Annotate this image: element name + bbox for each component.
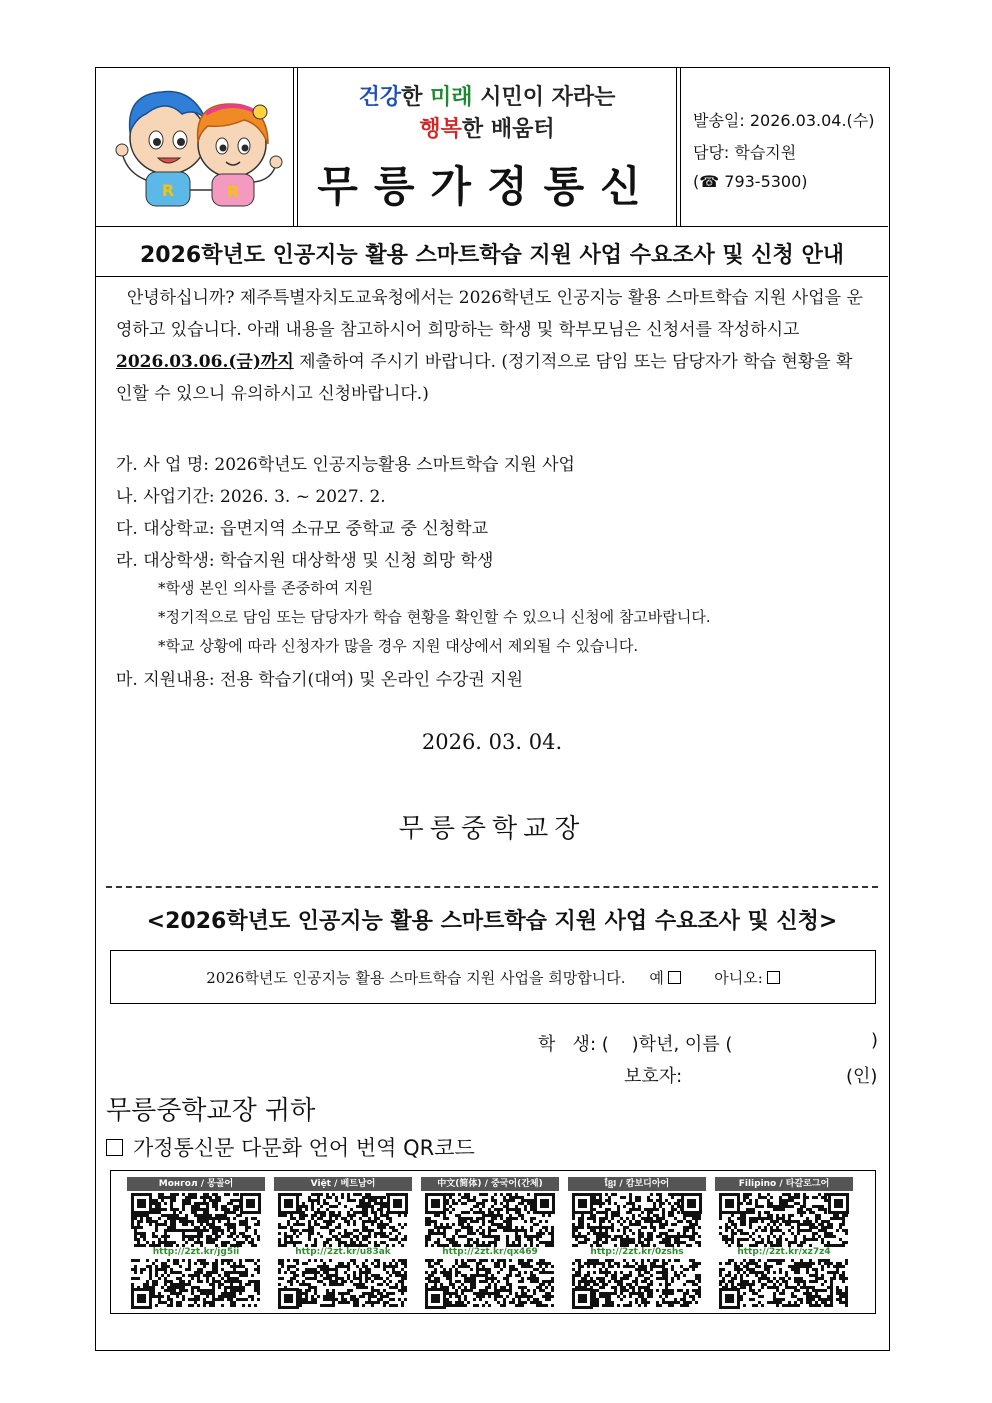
qr-card[interactable]	[715, 1177, 853, 1309]
slogan-word-happiness: 행복	[419, 117, 462, 142]
qr-code-icon	[425, 1259, 555, 1309]
svg-text:R: R	[226, 182, 240, 201]
qr-card[interactable]	[568, 1177, 706, 1309]
qr-code-icon	[131, 1193, 261, 1247]
notice-title-bar	[96, 226, 888, 277]
qr-url: http://2zt.kr/u83ak	[295, 1247, 391, 1257]
no-checkbox[interactable]	[767, 971, 780, 984]
qr-url: http://2zt.kr/jg5ii	[152, 1247, 240, 1257]
slogan-word-future: 미래	[430, 85, 473, 110]
qr-code-icon	[719, 1193, 849, 1247]
slogan-text: 한	[401, 85, 431, 110]
guardian-label: 보호자:	[624, 1066, 683, 1087]
sent-date: 발송일: 2026.03.04.(수)	[693, 111, 875, 130]
two-children-mascot-icon	[96, 68, 292, 224]
qr-code-icon	[425, 1193, 555, 1247]
detail-note: *정기적으로 담임 또는 담당자가 학습 현황을 확인할 수 있으니 신청에 참고바랍니다.	[158, 608, 711, 626]
intro-text: 제출하여 주시기 바랍니다. (정기적으로 담임 또는 담당자가 학습 현황을 확인할 수 있으니 유의하시고 신청바랍니다.)	[116, 352, 853, 404]
application-question	[111, 967, 875, 988]
logo-cell	[96, 68, 294, 226]
principal-signature: 무릉중학교장	[398, 814, 586, 844]
student-label: 학 생:	[538, 1034, 597, 1055]
cut-line	[106, 886, 878, 888]
qr-language-label: ខ្មែរ / 캄보디아어	[568, 1177, 706, 1191]
qr-card[interactable]	[421, 1177, 559, 1309]
slogan-text: 시민이 자라는	[472, 85, 616, 110]
info-cell	[680, 68, 888, 226]
addressee: 무릉중학교장 귀하	[106, 1096, 316, 1126]
qr-code-icon	[719, 1259, 849, 1309]
newsletter-frame	[95, 67, 890, 1351]
contact-phone: (☎ 793-5300)	[693, 172, 808, 191]
yes-checkbox[interactable]	[668, 971, 681, 984]
detail-item: 라. 대상학생: 학습지원 대상학생 및 신청 희망 학생	[116, 551, 494, 571]
question-text: 2026학년도 인공지능 활용 스마트학습 지원 사업을 희망합니다.	[206, 969, 626, 987]
deadline-date: 2026.03.06.(금)까지	[116, 352, 294, 372]
detail-note: *학생 본인 의사를 존중하여 지원	[158, 579, 373, 597]
notice-intro	[116, 282, 868, 410]
slogan-word-health: 건강	[358, 85, 402, 110]
qr-code-icon	[572, 1259, 702, 1309]
qr-url: http://2zt.kr/0zshs	[590, 1247, 684, 1257]
slogan-line-2	[298, 112, 676, 143]
qr-language-label: 中文(简体) / 중국어(간체)	[421, 1177, 559, 1191]
guardian-seal[interactable]: (인)	[846, 1066, 878, 1087]
detail-note: *학교 상황에 따라 신청자가 많을 경우 지원 대상에서 제외될 수 있습니다.	[158, 637, 639, 655]
detail-item: 다. 대상학교: 읍면지역 소규모 중학교 중 신청학교	[116, 519, 488, 539]
qr-card[interactable]	[274, 1177, 412, 1309]
slogan-line-1	[298, 80, 676, 111]
intro-text: 안녕하십니까? 제주특별자치도교육청에서는 2026학년도 인공지능 활용 스마트학습 지원 사업을 운영하고 있습니다. 아래 내용을 참고하시어 희망하는 학생 및 학부모님은 신청서를 작성하시고	[116, 288, 863, 340]
qr-code-icon	[131, 1259, 261, 1309]
newsletter-header	[96, 68, 888, 227]
qr-heading	[106, 1132, 475, 1162]
slogan-text: 한 배움터	[461, 117, 555, 142]
no-label: 아니오:	[714, 969, 763, 987]
yes-label: 예	[649, 969, 664, 987]
qr-card[interactable]	[127, 1177, 265, 1309]
qr-code-icon	[572, 1193, 702, 1247]
checkbox-icon	[106, 1139, 123, 1156]
qr-language-label: Việt / 베트남어	[274, 1177, 412, 1191]
qr-url: http://2zt.kr/qx469	[442, 1247, 538, 1257]
detail-item: 가. 사 업 명: 2026학년도 인공지능활용 스마트학습 지원 사업	[116, 455, 575, 475]
qr-language-label: Filipino / 타갈로그어	[715, 1177, 853, 1191]
form-title: <2026학년도 인공지능 활용 스마트학습 지원 사업 수요조사 및 신청>	[146, 909, 838, 934]
detail-item: 마. 지원내용: 전용 학습기(대여) 및 온라인 수강권 지원	[116, 670, 524, 690]
notice-title: 2026학년도 인공지능 활용 스마트학습 지원 사업 수요조사 및 신청 안내	[140, 243, 844, 268]
qr-code-strip	[110, 1170, 876, 1314]
qr-heading-text: 가정통신문 다문화 언어 번역 QR코드	[133, 1136, 475, 1160]
qr-language-label: Монгол / 몽골어	[127, 1177, 265, 1191]
name-close: )	[871, 1030, 879, 1051]
qr-url: http://2zt.kr/xz7z4	[737, 1247, 831, 1257]
qr-code-icon	[278, 1193, 408, 1247]
application-option-box	[110, 950, 876, 1004]
student-line	[538, 1030, 732, 1056]
contact-person: 담당: 학습지원	[693, 143, 797, 162]
detail-item: 나. 사업기간: 2026. 3. ~ 2027. 2.	[116, 487, 386, 507]
notice-date: 2026. 03. 04.	[421, 730, 563, 754]
masthead-title: 무릉가정통신	[317, 162, 657, 211]
title-cell	[297, 68, 677, 226]
svg-text:R: R	[161, 181, 175, 200]
grade-name-field[interactable]: ( )학년, 이름 (	[601, 1034, 733, 1055]
qr-code-icon	[278, 1259, 408, 1309]
